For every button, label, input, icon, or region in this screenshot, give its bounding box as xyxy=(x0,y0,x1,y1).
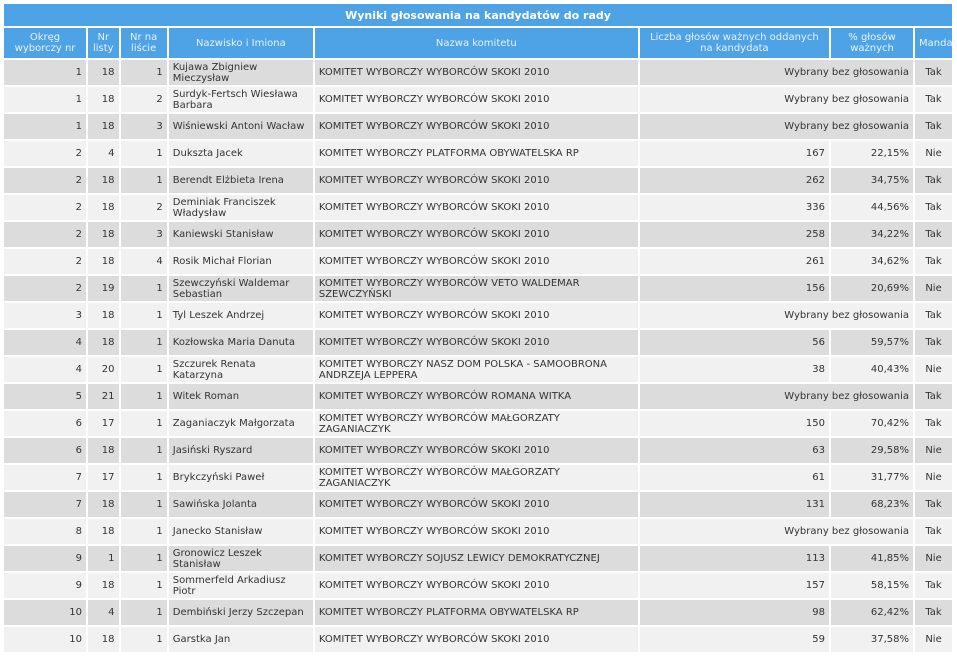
cell-procent: 29,58% xyxy=(831,438,913,463)
table-row xyxy=(4,303,952,328)
cell-mandat: Nie xyxy=(915,546,952,571)
cell-nazwisko: Tyl Leszek Andrzej xyxy=(169,303,313,328)
cell-okreg: 6 xyxy=(4,411,86,436)
cell-nr-listy: 21 xyxy=(88,384,118,409)
table-row xyxy=(4,60,952,85)
cell-komitet: KOMITET WYBORCZY WYBORCÓW SKOKI 2010 xyxy=(315,627,638,652)
cell-nr-na-liscie: 1 xyxy=(121,519,167,544)
table-row xyxy=(4,465,952,490)
cell-komitet: KOMITET WYBORCZY PLATFORMA OBYWATELSKA RP xyxy=(315,141,638,166)
cell-nazwisko: Gronowicz Leszek Stanisław xyxy=(169,546,313,571)
cell-okreg: 8 xyxy=(4,519,86,544)
cell-nr-na-liscie: 1 xyxy=(121,546,167,571)
cell-liczba-glosow: Wybrany bez głosowania xyxy=(640,519,913,544)
cell-nazwisko: Dembiński Jerzy Szczepan xyxy=(169,600,313,625)
cell-nr-na-liscie: 1 xyxy=(121,141,167,166)
cell-nr-listy: 4 xyxy=(88,141,118,166)
cell-komitet: KOMITET WYBORCZY WYBORCÓW MAŁGORZATY ZAGANIACZYK xyxy=(315,465,638,490)
cell-okreg: 3 xyxy=(4,303,86,328)
cell-komitet: KOMITET WYBORCZY WYBORCÓW SKOKI 2010 xyxy=(315,573,638,598)
cell-mandat: Tak xyxy=(915,114,952,139)
cell-liczba-glosow: 98 xyxy=(640,600,829,625)
cell-komitet: KOMITET WYBORCZY WYBORCÓW SKOKI 2010 xyxy=(315,438,638,463)
cell-procent: 37,58% xyxy=(831,627,913,652)
title-row xyxy=(4,4,952,26)
cell-okreg: 2 xyxy=(4,168,86,193)
cell-liczba-glosow: 150 xyxy=(640,411,829,436)
cell-liczba-glosow: Wybrany bez głosowania xyxy=(640,60,913,85)
cell-nr-listy: 18 xyxy=(88,519,118,544)
table-row xyxy=(4,222,952,247)
cell-nr-listy: 20 xyxy=(88,357,118,382)
cell-mandat: Nie xyxy=(915,465,952,490)
cell-procent: 68,23% xyxy=(831,492,913,517)
cell-nazwisko: Janecko Stanisław xyxy=(169,519,313,544)
cell-nazwisko: Kozłowska Maria Danuta xyxy=(169,330,313,355)
header-mandat: Mandat xyxy=(915,28,952,58)
cell-komitet: KOMITET WYBORCZY NASZ DOM POLSKA - SAMOOBRONA ANDRZEJA LEPPERA xyxy=(315,357,638,382)
cell-liczba-glosow: 156 xyxy=(640,276,829,301)
cell-nr-listy: 19 xyxy=(88,276,118,301)
cell-procent: 59,57% xyxy=(831,330,913,355)
cell-mandat: Tak xyxy=(915,222,952,247)
header-nazwisko: Nazwisko i Imiona xyxy=(169,28,313,58)
cell-okreg: 2 xyxy=(4,276,86,301)
cell-okreg: 4 xyxy=(4,330,86,355)
cell-mandat: Tak xyxy=(915,519,952,544)
cell-procent: 41,85% xyxy=(831,546,913,571)
header-row xyxy=(4,28,952,58)
cell-liczba-glosow: 131 xyxy=(640,492,829,517)
cell-komitet: KOMITET WYBORCZY WYBORCÓW SKOKI 2010 xyxy=(315,60,638,85)
cell-komitet: KOMITET WYBORCZY WYBORCÓW VETO WALDEMAR SZEWCZYŃSKI xyxy=(315,276,638,301)
cell-procent: 62,42% xyxy=(831,600,913,625)
cell-liczba-glosow: Wybrany bez głosowania xyxy=(640,384,913,409)
cell-komitet: KOMITET WYBORCZY WYBORCÓW SKOKI 2010 xyxy=(315,249,638,274)
cell-nr-na-liscie: 2 xyxy=(121,87,167,112)
cell-mandat: Nie xyxy=(915,438,952,463)
cell-nr-listy: 18 xyxy=(88,438,118,463)
cell-mandat: Tak xyxy=(915,195,952,220)
cell-liczba-glosow: 167 xyxy=(640,141,829,166)
table-row xyxy=(4,195,952,220)
cell-liczba-glosow: 63 xyxy=(640,438,829,463)
cell-liczba-glosow: 59 xyxy=(640,627,829,652)
cell-nr-listy: 18 xyxy=(88,627,118,652)
cell-nr-listy: 18 xyxy=(88,303,118,328)
table-row xyxy=(4,141,952,166)
cell-nazwisko: Zaganiaczyk Małgorzata xyxy=(169,411,313,436)
cell-mandat: Tak xyxy=(915,411,952,436)
header-okreg: Okręg wyborczy nr xyxy=(4,28,86,58)
cell-nr-listy: 18 xyxy=(88,492,118,517)
cell-nr-listy: 18 xyxy=(88,222,118,247)
cell-procent: 40,43% xyxy=(831,357,913,382)
cell-nr-listy: 17 xyxy=(88,411,118,436)
table-row xyxy=(4,168,952,193)
cell-okreg: 6 xyxy=(4,438,86,463)
table-row xyxy=(4,384,952,409)
cell-nr-na-liscie: 1 xyxy=(121,465,167,490)
cell-mandat: Nie xyxy=(915,276,952,301)
cell-liczba-glosow: 336 xyxy=(640,195,829,220)
cell-okreg: 7 xyxy=(4,492,86,517)
cell-liczba-glosow: 261 xyxy=(640,249,829,274)
cell-okreg: 7 xyxy=(4,465,86,490)
cell-nr-na-liscie: 1 xyxy=(121,276,167,301)
table-row xyxy=(4,492,952,517)
cell-komitet: KOMITET WYBORCZY WYBORCÓW SKOKI 2010 xyxy=(315,492,638,517)
cell-okreg: 10 xyxy=(4,600,86,625)
table-row xyxy=(4,276,952,301)
cell-liczba-glosow: 56 xyxy=(640,330,829,355)
cell-nr-na-liscie: 1 xyxy=(121,600,167,625)
cell-nr-na-liscie: 1 xyxy=(121,438,167,463)
cell-okreg: 9 xyxy=(4,546,86,571)
table-row xyxy=(4,573,952,598)
cell-nr-listy: 18 xyxy=(88,114,118,139)
cell-nr-na-liscie: 1 xyxy=(121,168,167,193)
cell-komitet: KOMITET WYBORCZY WYBORCÓW SKOKI 2010 xyxy=(315,330,638,355)
cell-komitet: KOMITET WYBORCZY SOJUSZ LEWICY DEMOKRATYCZNEJ xyxy=(315,546,638,571)
cell-okreg: 1 xyxy=(4,87,86,112)
table-row xyxy=(4,330,952,355)
cell-komitet: KOMITET WYBORCZY WYBORCÓW SKOKI 2010 xyxy=(315,303,638,328)
cell-procent: 22,15% xyxy=(831,141,913,166)
cell-procent: 58,15% xyxy=(831,573,913,598)
table-row xyxy=(4,114,952,139)
cell-liczba-glosow: 262 xyxy=(640,168,829,193)
cell-mandat: Nie xyxy=(915,627,952,652)
cell-komitet: KOMITET WYBORCZY PLATFORMA OBYWATELSKA RP xyxy=(315,600,638,625)
cell-mandat: Tak xyxy=(915,168,952,193)
cell-nr-na-liscie: 1 xyxy=(121,384,167,409)
cell-procent: 20,69% xyxy=(831,276,913,301)
cell-komitet: KOMITET WYBORCZY WYBORCÓW SKOKI 2010 xyxy=(315,168,638,193)
cell-nr-listy: 18 xyxy=(88,87,118,112)
cell-procent: 34,62% xyxy=(831,249,913,274)
cell-nazwisko: Wiśniewski Antoni Wacław xyxy=(169,114,313,139)
cell-nazwisko: Dukszta Jacek xyxy=(169,141,313,166)
cell-komitet: KOMITET WYBORCZY WYBORCÓW SKOKI 2010 xyxy=(315,519,638,544)
cell-mandat: Tak xyxy=(915,303,952,328)
cell-okreg: 4 xyxy=(4,357,86,382)
table-row xyxy=(4,411,952,436)
cell-nazwisko: Rosik Michał Florian xyxy=(169,249,313,274)
cell-nr-na-liscie: 1 xyxy=(121,492,167,517)
cell-nazwisko: Kujawa Zbigniew Mieczysław xyxy=(169,60,313,85)
cell-okreg: 2 xyxy=(4,195,86,220)
cell-liczba-glosow: 113 xyxy=(640,546,829,571)
table-row xyxy=(4,600,952,625)
header-procent: % głosów ważnych xyxy=(831,28,913,58)
cell-nazwisko: Jasiński Ryszard xyxy=(169,438,313,463)
cell-komitet: KOMITET WYBORCZY WYBORCÓW MAŁGORZATY ZAGANIACZYK xyxy=(315,411,638,436)
cell-nazwisko: Brykczyński Paweł xyxy=(169,465,313,490)
cell-nazwisko: Kaniewski Stanisław xyxy=(169,222,313,247)
table-row xyxy=(4,546,952,571)
cell-nr-na-liscie: 1 xyxy=(121,330,167,355)
cell-okreg: 2 xyxy=(4,222,86,247)
cell-nazwisko: Deminiak Franciszek Władysław xyxy=(169,195,313,220)
cell-komitet: KOMITET WYBORCZY WYBORCÓW SKOKI 2010 xyxy=(315,195,638,220)
cell-nazwisko: Surdyk-Fertsch Wiesława Barbara xyxy=(169,87,313,112)
cell-komitet: KOMITET WYBORCZY WYBORCÓW SKOKI 2010 xyxy=(315,87,638,112)
cell-nazwisko: Szewczyński Waldemar Sebastian xyxy=(169,276,313,301)
cell-okreg: 1 xyxy=(4,60,86,85)
cell-okreg: 1 xyxy=(4,114,86,139)
header-komitet: Nazwa komitetu xyxy=(315,28,638,58)
cell-liczba-glosow: 61 xyxy=(640,465,829,490)
cell-nr-na-liscie: 2 xyxy=(121,195,167,220)
table-row xyxy=(4,627,952,652)
cell-liczba-glosow: Wybrany bez głosowania xyxy=(640,303,913,328)
cell-procent: 31,77% xyxy=(831,465,913,490)
cell-mandat: Nie xyxy=(915,357,952,382)
table-row xyxy=(4,438,952,463)
table-row xyxy=(4,249,952,274)
cell-nr-listy: 18 xyxy=(88,249,118,274)
cell-mandat: Tak xyxy=(915,384,952,409)
cell-nazwisko: Garstka Jan xyxy=(169,627,313,652)
cell-nazwisko: Berendt Elżbieta Irena xyxy=(169,168,313,193)
cell-nr-listy: 4 xyxy=(88,600,118,625)
cell-nr-na-liscie: 3 xyxy=(121,114,167,139)
cell-okreg: 2 xyxy=(4,249,86,274)
cell-nr-listy: 18 xyxy=(88,330,118,355)
cell-procent: 34,22% xyxy=(831,222,913,247)
table-row xyxy=(4,519,952,544)
header-nr-listy: Nr listy xyxy=(88,28,118,58)
cell-procent: 70,42% xyxy=(831,411,913,436)
cell-liczba-glosow: 157 xyxy=(640,573,829,598)
header-nr-na-liscie: Nr na liście xyxy=(121,28,167,58)
cell-nr-na-liscie: 1 xyxy=(121,573,167,598)
cell-mandat: Tak xyxy=(915,60,952,85)
cell-liczba-glosow: 258 xyxy=(640,222,829,247)
cell-nazwisko: Sommerfeld Arkadiusz Piotr xyxy=(169,573,313,598)
cell-nr-listy: 18 xyxy=(88,168,118,193)
cell-nr-na-liscie: 4 xyxy=(121,249,167,274)
cell-mandat: Tak xyxy=(915,492,952,517)
table-body xyxy=(4,60,952,652)
cell-nr-listy: 1 xyxy=(88,546,118,571)
cell-mandat: Tak xyxy=(915,249,952,274)
cell-liczba-glosow: Wybrany bez głosowania xyxy=(640,114,913,139)
cell-mandat: Nie xyxy=(915,141,952,166)
results-table xyxy=(2,2,957,654)
cell-nr-listy: 17 xyxy=(88,465,118,490)
cell-mandat: Tak xyxy=(915,600,952,625)
cell-liczba-glosow: 38 xyxy=(640,357,829,382)
cell-procent: 44,56% xyxy=(831,195,913,220)
cell-nr-listy: 18 xyxy=(88,195,118,220)
cell-okreg: 10 xyxy=(4,627,86,652)
cell-liczba-glosow: Wybrany bez głosowania xyxy=(640,87,913,112)
cell-nr-na-liscie: 3 xyxy=(121,222,167,247)
cell-komitet: KOMITET WYBORCZY WYBORCÓW ROMANA WITKA xyxy=(315,384,638,409)
cell-komitet: KOMITET WYBORCZY WYBORCÓW SKOKI 2010 xyxy=(315,114,638,139)
cell-nr-listy: 18 xyxy=(88,573,118,598)
cell-komitet: KOMITET WYBORCZY WYBORCÓW SKOKI 2010 xyxy=(315,222,638,247)
cell-mandat: Tak xyxy=(915,87,952,112)
cell-nazwisko: Witek Roman xyxy=(169,384,313,409)
table-title: Wyniki głosowania na kandydatów do rady xyxy=(4,4,952,26)
table-row xyxy=(4,357,952,382)
cell-nazwisko: Sawińska Jolanta xyxy=(169,492,313,517)
cell-nr-na-liscie: 1 xyxy=(121,627,167,652)
table-row xyxy=(4,87,952,112)
header-liczba-glosow: Liczba głosów ważnych oddanych na kandydata xyxy=(640,28,829,58)
cell-nr-listy: 18 xyxy=(88,60,118,85)
cell-mandat: Tak xyxy=(915,573,952,598)
cell-nazwisko: Szczurek Renata Katarzyna xyxy=(169,357,313,382)
results-panel xyxy=(2,2,957,654)
cell-nr-na-liscie: 1 xyxy=(121,60,167,85)
cell-okreg: 2 xyxy=(4,141,86,166)
cell-okreg: 5 xyxy=(4,384,86,409)
cell-procent: 34,75% xyxy=(831,168,913,193)
cell-nr-na-liscie: 1 xyxy=(121,303,167,328)
cell-nr-na-liscie: 1 xyxy=(121,357,167,382)
cell-mandat: Tak xyxy=(915,330,952,355)
cell-okreg: 9 xyxy=(4,573,86,598)
cell-nr-na-liscie: 1 xyxy=(121,411,167,436)
